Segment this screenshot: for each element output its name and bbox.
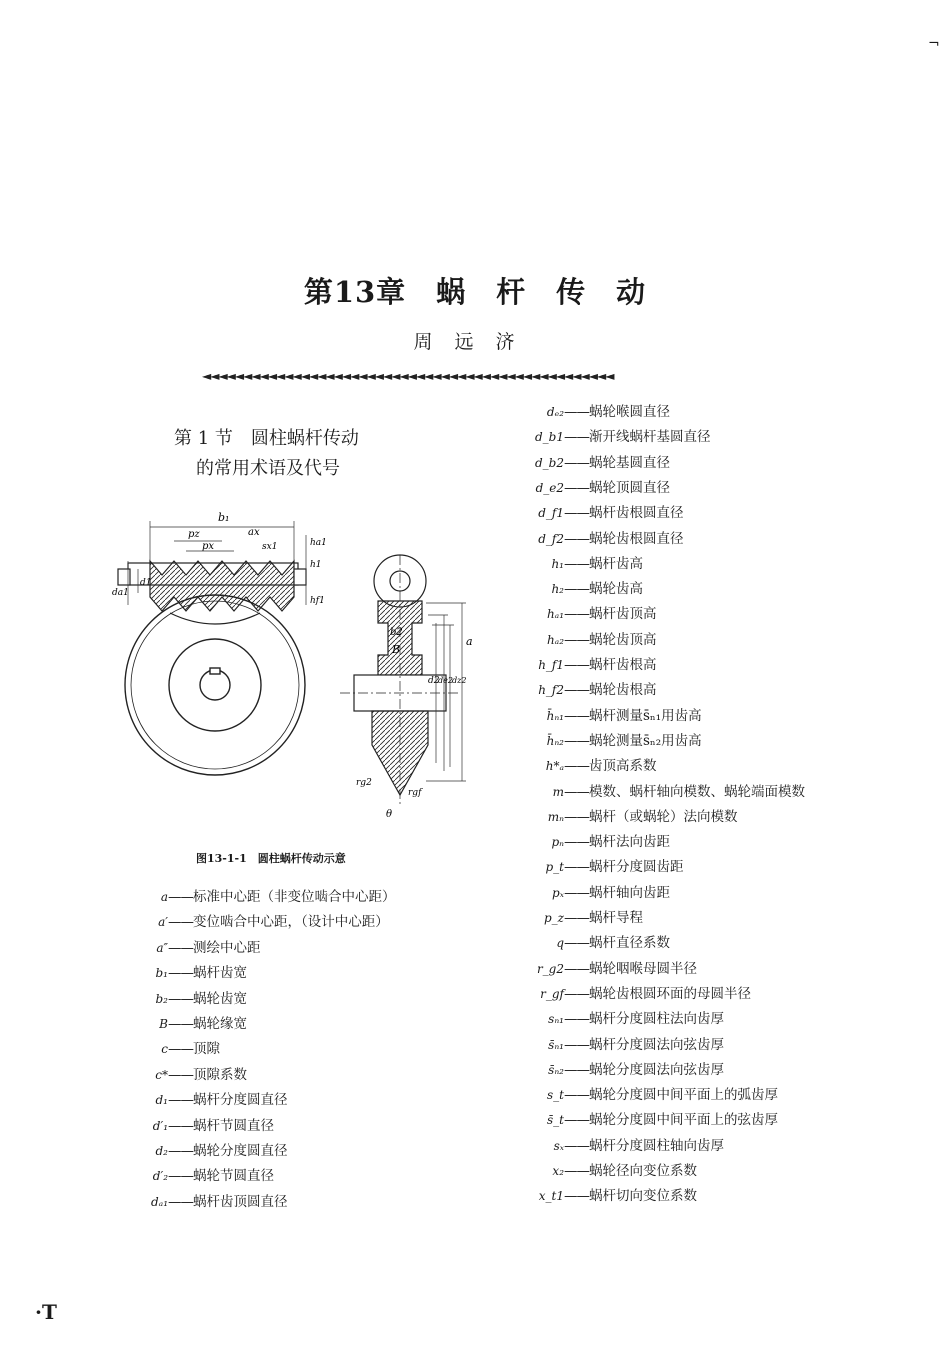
label-theta: θ	[386, 809, 393, 820]
glossary-entry	[140, 1192, 288, 1212]
glossary-entry	[512, 1035, 724, 1055]
glossary-entry	[140, 912, 389, 932]
glossary-entry	[140, 887, 396, 907]
glossary-symbol: h_f2	[538, 683, 564, 698]
glossary-entry	[512, 933, 670, 953]
glossary-term: 蜗轮分度圆法向弦齿厚	[589, 1061, 724, 1078]
glossary-term: 蜗轮齿根圆直径	[589, 530, 684, 547]
glossary-entry	[140, 938, 261, 958]
glossary-term: 蜗杆导程	[589, 910, 643, 926]
glossary-dash: ——	[168, 1193, 193, 1210]
glossary-dash: ——	[564, 1061, 589, 1078]
glossary-entry	[140, 1090, 288, 1110]
glossary-symbol: B	[159, 1017, 168, 1031]
glossary-term: 蜗轮节圆直径	[193, 1168, 274, 1185]
glossary-dash: ——	[564, 935, 589, 952]
glossary-symbol: d′₂	[152, 1169, 168, 1184]
glossary-entry	[140, 1116, 274, 1136]
glossary-term: 顶隙系数	[193, 1066, 247, 1083]
glossary-symbol: hₐ₂	[546, 632, 564, 647]
glossary-entry	[140, 1141, 288, 1161]
ornament-rule: ◄◄◄◄◄◄◄◄◄◄◄◄◄◄◄◄◄◄◄◄◄◄◄◄◄◄◄◄◄◄◄◄◄◄◄◄◄◄◄◄◄◄◄◄◄◄◄◄◄◄	[202, 370, 614, 382]
glossary-entry	[512, 655, 657, 675]
glossary-dash: ——	[564, 454, 589, 471]
glossary-dash: ——	[168, 1016, 193, 1032]
glossary-entry	[512, 453, 670, 473]
glossary-dash: ——	[168, 965, 193, 982]
label-ha1: ha1	[310, 538, 327, 548]
glossary-dash: ——	[564, 859, 589, 876]
glossary-dash: ——	[564, 1163, 589, 1179]
glossary-symbol: s_t	[547, 1088, 564, 1103]
glossary-dash: ——	[564, 707, 589, 724]
glossary-dash: ——	[564, 404, 589, 420]
glossary-symbol: a″	[156, 940, 168, 955]
glossary-entry	[140, 1065, 247, 1085]
glossary-dash: ——	[564, 1036, 589, 1053]
glossary-term: 蜗杆分度圆柱轴向齿厚	[589, 1137, 724, 1154]
glossary-symbol: m	[552, 784, 564, 799]
glossary-dash: ——	[564, 985, 589, 1002]
glossary-entry	[512, 807, 738, 827]
glossary-term: 蜗杆分度圆齿距	[589, 859, 684, 876]
glossary-symbol: d′₁	[152, 1118, 168, 1133]
glossary-term: 蜗轮分度圆直径	[193, 1143, 288, 1159]
label-rg2: rg2	[356, 778, 372, 788]
label-b1: b₁	[218, 511, 230, 524]
glossary-term: 蜗轮齿宽	[193, 990, 247, 1007]
glossary-entry	[512, 756, 657, 776]
label-B: B	[392, 643, 401, 656]
label-pz: pz	[188, 529, 200, 540]
glossary-dash: ——	[168, 1041, 193, 1058]
glossary-entry	[512, 554, 643, 574]
glossary-term: 蜗杆齿根圆直径	[589, 505, 684, 522]
glossary-term: 蜗杆轴向齿距	[589, 884, 670, 901]
glossary-entry	[512, 427, 711, 447]
label-rgf: rgf	[408, 788, 422, 798]
label-d2: d2	[428, 676, 440, 686]
glossary-dash: ——	[564, 910, 589, 926]
glossary-entry	[512, 1136, 724, 1156]
glossary-entry	[512, 402, 670, 422]
glossary-entry	[512, 529, 684, 549]
glossary-entry	[140, 1166, 274, 1186]
author-name: 周远济	[413, 331, 537, 353]
glossary-term: 蜗杆法向齿距	[589, 834, 670, 851]
scan-mark-top: ¬	[928, 36, 940, 52]
section-heading-line2: 的常用术语及代号	[196, 458, 340, 479]
glossary-entry	[512, 984, 751, 1004]
glossary-dash: ——	[564, 581, 589, 598]
glossary-symbol: d₂	[155, 1144, 168, 1158]
label-px: px	[202, 541, 215, 552]
glossary-entry	[512, 478, 670, 498]
glossary-term: 蜗杆（或蜗轮）法向模数	[589, 808, 738, 825]
glossary-symbol: sₙ₁	[548, 1012, 564, 1027]
glossary-dash: ——	[168, 914, 193, 931]
glossary-dash: ——	[168, 990, 193, 1007]
label-hf1: hf1	[310, 596, 325, 606]
glossary-term: 蜗杆齿根高	[589, 657, 657, 673]
glossary-symbol: dₐ₁	[151, 1194, 168, 1209]
glossary-symbol: d_f1	[538, 506, 564, 521]
glossary-dash: ——	[564, 884, 589, 901]
glossary-symbol: b₁	[155, 966, 168, 981]
glossary-term: 蜗轮咽喉母圆半径	[589, 960, 697, 977]
glossary-symbol: p_z	[543, 911, 564, 925]
label-h1: h1	[310, 560, 322, 570]
glossary-dash: ——	[564, 505, 589, 522]
glossary-symbol: x_t1	[538, 1189, 564, 1204]
label-ax: ax	[248, 527, 260, 538]
glossary-term: 蜗轮基圆直径	[589, 454, 670, 471]
glossary-symbol: mₙ	[547, 809, 564, 824]
glossary-entry	[512, 680, 657, 700]
glossary-dash: ——	[564, 682, 589, 699]
glossary-term: 测绘中心距	[193, 939, 261, 956]
glossary-term: 蜗杆节圆直径	[193, 1117, 274, 1134]
glossary-dash: ——	[564, 783, 589, 800]
glossary-dash: ——	[564, 1188, 589, 1205]
glossary-symbol: r_g2	[536, 961, 564, 976]
glossary-entry	[512, 1085, 778, 1105]
glossary-entry	[512, 1186, 697, 1206]
glossary-term: 蜗轮测量s̄ₙ₂用齿高	[589, 732, 702, 749]
glossary-term: 蜗杆分度圆直径	[193, 1092, 288, 1109]
glossary-term: 渐开线蜗杆基圆直径	[589, 429, 711, 446]
glossary-symbol: pₓ	[552, 885, 564, 900]
glossary-symbol: a	[160, 890, 168, 904]
label-da1: da1	[112, 588, 129, 598]
glossary-dash: ——	[564, 429, 589, 446]
glossary-symbol: hₐ₁	[546, 607, 564, 622]
glossary-symbol: d_b2	[535, 455, 564, 470]
glossary-dash: ——	[564, 834, 589, 851]
label-de2: de2	[438, 676, 453, 685]
glossary-entry	[512, 883, 670, 903]
glossary-term: 蜗轮齿根高	[589, 682, 657, 699]
glossary-entry	[512, 908, 643, 928]
glossary-term: 顶隙	[193, 1041, 220, 1058]
glossary-entry	[140, 989, 247, 1009]
section-heading-line1: 第 1 节 圆柱蜗杆传动	[174, 428, 359, 449]
glossary-dash: ——	[564, 479, 589, 496]
glossary-symbol: h*ₐ	[545, 759, 564, 774]
glossary-entry	[512, 731, 702, 751]
glossary-term: 蜗杆分度圆法向弦齿厚	[589, 1036, 724, 1053]
glossary-term: 蜗杆测量s̄ₙ₁用齿高	[589, 707, 702, 724]
glossary-symbol: d_b1	[535, 430, 564, 445]
glossary-entry	[512, 782, 805, 802]
glossary-term: 蜗杆直径系数	[589, 935, 670, 952]
glossary-symbol: h̄ₙ₁	[546, 708, 564, 723]
glossary-symbol: b₂	[155, 991, 168, 1006]
glossary-term: 蜗轮齿顶高	[589, 631, 657, 648]
glossary-symbol: h_f1	[538, 658, 564, 672]
glossary-dash: ——	[564, 1112, 589, 1129]
glossary-entry	[512, 579, 643, 599]
glossary-entry	[512, 604, 657, 624]
glossary-symbol: s̄_t	[547, 1113, 564, 1128]
glossary-term: 蜗杆分度圆柱法向齿厚	[589, 1011, 724, 1028]
glossary-symbol: d_e2	[535, 480, 564, 495]
glossary-entry	[140, 1039, 220, 1059]
glossary-entry	[512, 1161, 697, 1181]
label-dz2: dz2	[452, 676, 467, 685]
glossary-dash: ——	[564, 657, 589, 673]
glossary-term: 蜗轮径向变位系数	[589, 1163, 697, 1179]
glossary-entry	[512, 1009, 724, 1029]
glossary-term: 变位啮合中心距，（设计中心距）	[193, 914, 389, 931]
glossary-dash: ——	[564, 631, 589, 648]
glossary-dash: ——	[564, 1137, 589, 1154]
glossary-dash: ——	[168, 1066, 193, 1083]
worm-shaft	[118, 561, 306, 624]
glossary-term: 蜗杆齿顶圆直径	[193, 1193, 288, 1210]
worm-wheel-front-view	[125, 595, 305, 775]
glossary-symbol: pₙ	[551, 835, 564, 850]
worm-drive-figure	[110, 505, 480, 825]
glossary-symbol: sₓ	[553, 1138, 564, 1153]
glossary-dash: ——	[564, 808, 589, 825]
glossary-symbol: c*	[155, 1067, 168, 1082]
glossary-entry	[512, 503, 684, 523]
glossary-dash: ——	[168, 939, 193, 956]
glossary-term: 蜗杆齿高	[589, 555, 643, 572]
glossary-dash: ——	[564, 530, 589, 547]
glossary-symbol: q	[556, 936, 564, 951]
glossary-dash: ——	[564, 960, 589, 977]
scan-mark-bottom: ·T	[35, 1300, 57, 1324]
glossary-term: 蜗轮喉圆直径	[589, 404, 670, 420]
glossary-symbol: x₂	[552, 1164, 564, 1178]
glossary-dash: ——	[168, 1168, 193, 1185]
glossary-entry	[140, 963, 247, 983]
glossary-symbol: s̄ₙ₂	[548, 1062, 564, 1077]
glossary-symbol: a′	[158, 915, 168, 930]
glossary-dash: ——	[168, 1117, 193, 1134]
glossary-term: 蜗杆切向变位系数	[589, 1188, 697, 1205]
glossary-dash: ——	[564, 606, 589, 623]
glossary-entry	[512, 832, 670, 852]
glossary-dash: ——	[564, 758, 589, 775]
glossary-term: 蜗杆齿顶高	[589, 606, 657, 623]
glossary-term: 蜗轮缘宽	[193, 1016, 247, 1032]
section-heading	[174, 424, 359, 484]
glossary-term: 蜗轮齿高	[589, 581, 643, 598]
glossary-symbol: h₂	[551, 582, 564, 597]
glossary-dash: ——	[168, 1092, 193, 1109]
label-b2: b2	[390, 627, 403, 638]
glossary-term: 标准中心距（非变位啮合中心距）	[193, 889, 396, 905]
glossary-term: 蜗轮分度圆中间平面上的弧齿厚	[589, 1087, 778, 1104]
glossary-entry	[512, 706, 702, 726]
glossary-symbol: c	[161, 1042, 168, 1057]
glossary-term: 齿顶高系数	[589, 758, 657, 775]
label-d1: d1	[140, 578, 152, 588]
glossary-symbol: h̄ₙ₂	[546, 733, 564, 748]
glossary-dash: ——	[564, 732, 589, 749]
glossary-symbol: dₑ₂	[546, 405, 564, 419]
glossary-entry	[512, 630, 657, 650]
glossary-entry	[512, 1110, 778, 1130]
glossary-symbol: d₁	[155, 1093, 168, 1108]
glossary-term: 蜗轮齿根圆环面的母圆半径	[589, 985, 751, 1002]
glossary-entry	[512, 959, 697, 979]
glossary-entry	[140, 1014, 247, 1034]
glossary-symbol: p_t	[545, 860, 564, 875]
glossary-entry	[512, 1060, 724, 1080]
glossary-dash: ——	[168, 889, 193, 905]
glossary-dash: ——	[564, 1087, 589, 1104]
glossary-symbol: r_gf	[540, 986, 564, 1001]
glossary-term: 模数、蜗杆轴向模数、蜗轮端面模数	[589, 783, 805, 800]
chapter-title: 第13章 蜗 杆 传 动	[303, 275, 647, 309]
glossary-term: 蜗杆齿宽	[193, 965, 247, 982]
glossary-term: 蜗轮分度圆中间平面上的弦齿厚	[589, 1112, 778, 1129]
label-a: a	[466, 635, 473, 648]
label-sx1: sx1	[262, 542, 278, 552]
glossary-symbol: h₁	[551, 556, 564, 571]
glossary-term: 蜗轮顶圆直径	[589, 479, 670, 496]
glossary-dash: ——	[564, 555, 589, 572]
glossary-symbol: d_f2	[538, 531, 564, 546]
glossary-dash: ——	[564, 1011, 589, 1028]
glossary-symbol: s̄ₙ₁	[548, 1037, 564, 1052]
glossary-dash: ——	[168, 1143, 193, 1159]
glossary-entry	[512, 857, 684, 877]
figure-caption: 图13-1-1 圆柱蜗杆传动示意	[196, 852, 346, 865]
